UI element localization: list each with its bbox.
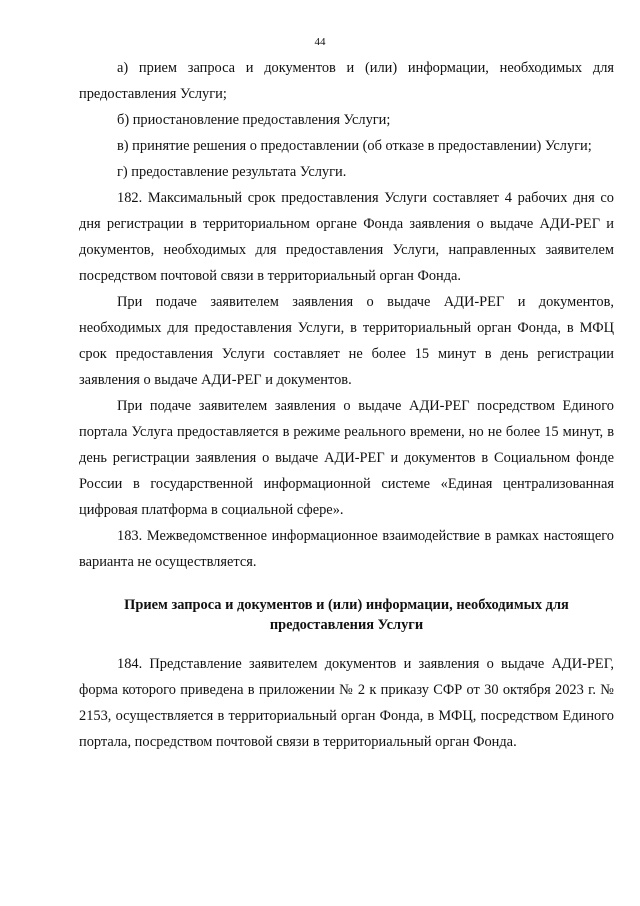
paragraph-portal-term: При подаче заявителем заявления о выдаче АДИ-РЕГ посредством Единого портала Услуга предоставляется в режиме реального времени, но не более 15 минут, в день регистрации заявления о выдаче АДИ-РЕГ и документов в Социальном фонде России в государственной информационной системе «Единая централизованная цифровая платформа в социальной сфере».: [79, 398, 614, 518]
paragraph-183: 183. Межведомственное информационное взаимодействие в рамках настоящего варианта не осуществляется.: [79, 528, 614, 570]
document-body: [79, 55, 614, 755]
list-item-a: а) прием запроса и документов и (или) информации, необходимых для предоставления Услуги;: [79, 60, 614, 102]
section-heading: Прием запроса и документов и (или) информации, необходимых для предоставления Услуги: [124, 597, 569, 633]
list-item-b: б) приостановление предоставления Услуги;: [117, 112, 391, 128]
paragraph-mfc-term: При подаче заявителем заявления о выдаче АДИ-РЕГ и документов, необходимых для предоставления Услуги, в территориальный орган Фонда, в МФЦ срок предоставления Услуги составляет не более 15 минут в день регистрации заявления о выдаче АДИ-РЕГ и документов.: [79, 294, 614, 388]
paragraph-184: 184. Представление заявителем документов и заявления о выдаче АДИ-РЕГ, форма которого приведена в приложении № 2 к приказу СФР от 30 октября 2023 г. № 2153, осуществляется в территориальный орган Фонда, в МФЦ, посредством Единого портала, посредством почтовой связи в территориальный орган Фонда.: [79, 656, 614, 750]
page-number: 44: [314, 36, 326, 48]
list-item-d: г) предоставление результата Услуги.: [117, 164, 347, 180]
paragraph-182: 182. Максимальный срок предоставления Услуги составляет 4 рабочих дня со дня регистрации в территориальном органе Фонда заявления о выдаче АДИ-РЕГ и документов, необходимых для предоставления Услуги, направленных заявителем посредством почтовой связи в территориальный орган Фонда.: [79, 190, 614, 284]
list-item-c: в) принятие решения о предоставлении (об отказе в предоставлении) Услуги;: [117, 138, 592, 154]
